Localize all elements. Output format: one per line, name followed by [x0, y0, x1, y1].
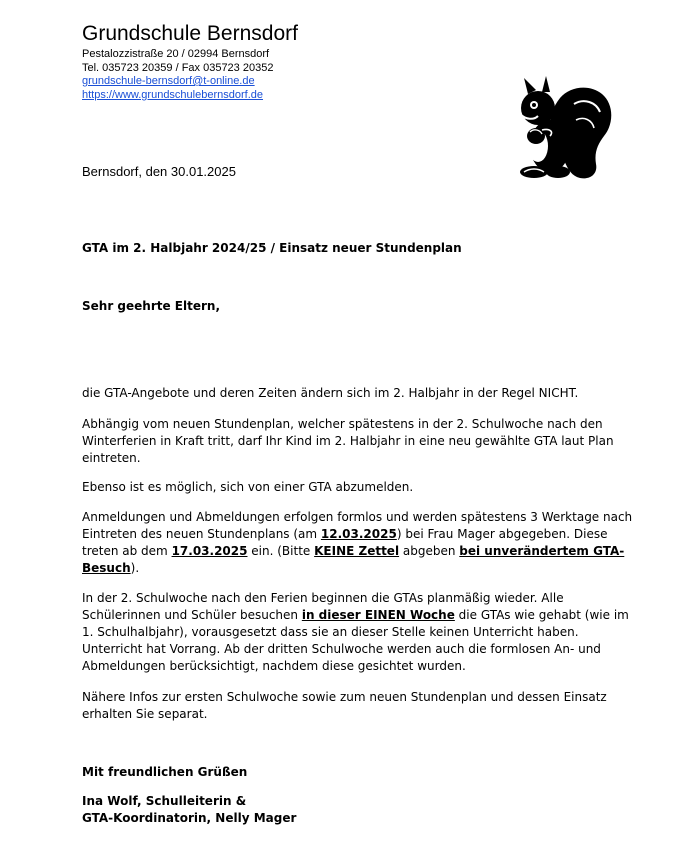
letter-subject: GTA im 2. Halbjahr 2024/25 / Einsatz neuer Stundenplan	[82, 241, 462, 255]
p5-text-c: die GTAs wie gehabt (wie im 1. Schulhalbjahr), vorausgesetzt dass sie an dieser Stelle keinen Unterricht haben. Unterricht hat Vorrang. Ab der dritten Schulwoche werden auch die formlosen An- und Abmeldungen berücksichtigt, nachdem diese gesichtet wurden.	[82, 608, 629, 673]
school-street: Pestalozzistraße 20 / 02994 Bernsdorf	[82, 48, 270, 60]
paragraph-6: Nähere Infos zur ersten Schulwoche sowie zum neuen Stundenplan und dessen Einsatz erhalten Sie separat.	[82, 690, 607, 721]
p4-no-slips: KEINE Zettel	[314, 544, 400, 558]
p4-text-e: ein. (Bitte	[247, 544, 315, 558]
paragraph-2: Abhängig vom neuen Stundenplan, welcher spätestens in der 2. Schulwoche nach den Winterferien in Kraft tritt, darf Ihr Kind im 2. Halbjahr in eine neu gewählte GTA laut Plan eintreten.	[82, 417, 614, 465]
squirrel-logo-icon	[504, 74, 616, 186]
signature-line-2: GTA-Koordinatorin, Nelly Mager	[82, 811, 297, 825]
school-website-link[interactable]: https://www.grundschulebernsdorf.de	[82, 89, 263, 101]
p5-one-week: in dieser EINEN Woche	[301, 608, 455, 622]
school-phone: Tel. 035723 20359 / Fax 035723 20352	[82, 62, 274, 74]
p4-text-a: Anmeldungen und Abmeldungen erfolgen formlos und werden spätestens 3 Werktage nach Eintreten des neuen Stundenplans (am	[82, 510, 633, 541]
p5-text-a: In der 2. Schulwoche nach den Ferien beginnen die GTAs planmäßig wieder. Alle Schülerinnen und Schüler besuchen	[82, 591, 564, 622]
p4-text-i: ).	[130, 561, 140, 575]
paragraph-4	[82, 509, 642, 577]
paragraph-3: Ebenso ist es möglich, sich von einer GTA abzumelden.	[82, 480, 414, 494]
letter-closing: Mit freundlichen Grüßen	[82, 765, 248, 779]
signature-line-1: Ina Wolf, Schulleiterin &	[82, 794, 247, 808]
letter-salutation: Sehr geehrte Eltern,	[82, 299, 221, 313]
p4-date-deadline: 12.03.2025	[320, 527, 397, 541]
paragraph-5	[82, 590, 642, 675]
p4-text-g: abgeben	[399, 544, 460, 558]
letter-date: Bernsdorf, den 30.01.2025	[82, 164, 236, 179]
paragraph-1: die GTA-Angebote und deren Zeiten ändern sich im 2. Halbjahr in der Regel NICHT.	[82, 386, 579, 400]
school-email-link[interactable]: grundschule-bernsdorf@t-online.de	[82, 75, 255, 87]
p4-unchanged-visit: bei unverändertem GTA-Besuch	[82, 544, 625, 575]
p4-date-effective: 17.03.2025	[171, 544, 248, 558]
p4-text-c: ) bei Frau Mager abgegeben. Diese treten ab dem	[82, 527, 608, 558]
school-name: Grundschule Bernsdorf	[82, 22, 298, 45]
